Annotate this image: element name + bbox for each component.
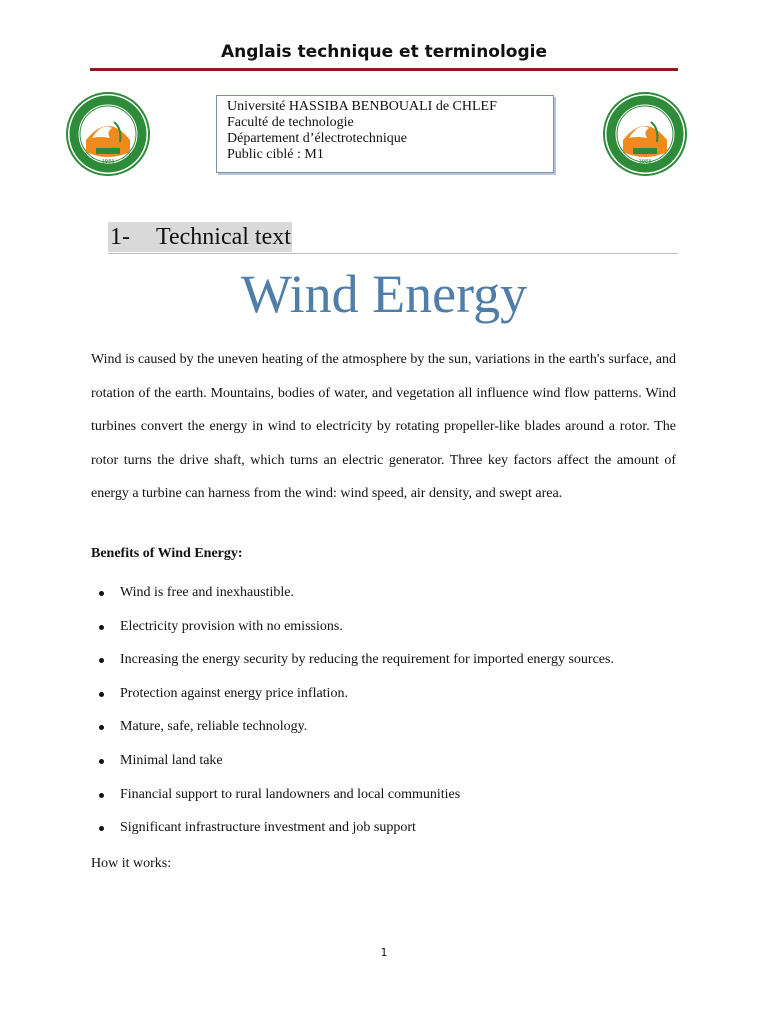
list-item: Wind is free and inexhaustible. — [91, 576, 676, 610]
section-heading — [108, 222, 678, 254]
list-item: Significant infrastructure investment and job support — [91, 811, 676, 845]
seal-year-right: 1983 — [638, 159, 652, 165]
seal-year-left: 1983 — [101, 159, 115, 165]
university-seal-right — [603, 92, 687, 176]
department-name: Département d’électrotechnique — [227, 131, 407, 146]
list-item: Electricity provision with no emissions. — [91, 610, 676, 644]
section-number: 1- — [110, 224, 130, 250]
list-item: Minimal land take — [91, 744, 676, 778]
university-name: Université HASSIBA BENBOUALI de CHLEF — [227, 99, 497, 114]
header-rule — [90, 68, 678, 71]
section-label — [108, 222, 292, 252]
header-title: Anglais technique et terminologie — [220, 42, 548, 62]
list-item: Mature, safe, reliable technology. — [91, 710, 676, 744]
benefits-heading: Benefits of Wind Energy: — [91, 546, 243, 561]
main-title: Wind Energy — [240, 264, 528, 324]
section-title: Technical text — [156, 224, 291, 250]
intro-paragraph: Wind is caused by the uneven heating of the atmosphere by the sun, variations in the earth's surface, and rotation of the earth. Mountains, bodies of water, and vegetation all influence wind flow patterns. Wind turbines convert the energy in wind to electricity by rotating propeller-like blades around a rotor. The rotor turns the drive shaft, which turns an electric generator. Three key factors affect the amount of energy a turbine can harness from the wind: wind speed, air density, and swept area. — [91, 352, 676, 502]
list-item: Increasing the energy security by reducing the requirement for imported energy sources. — [91, 643, 676, 677]
benefits-list — [91, 576, 676, 845]
institution-info-box — [216, 95, 554, 173]
list-item: Protection against energy price inflation. — [91, 677, 676, 711]
target-audience: Public ciblé : M1 — [227, 147, 324, 162]
list-item: Financial support to rural landowners and local communities — [91, 778, 676, 812]
page-number: 1 — [380, 946, 388, 959]
university-seal-left — [66, 92, 150, 176]
faculty-name: Faculté de technologie — [227, 115, 354, 130]
how-it-works-label: How it works: — [91, 856, 172, 871]
